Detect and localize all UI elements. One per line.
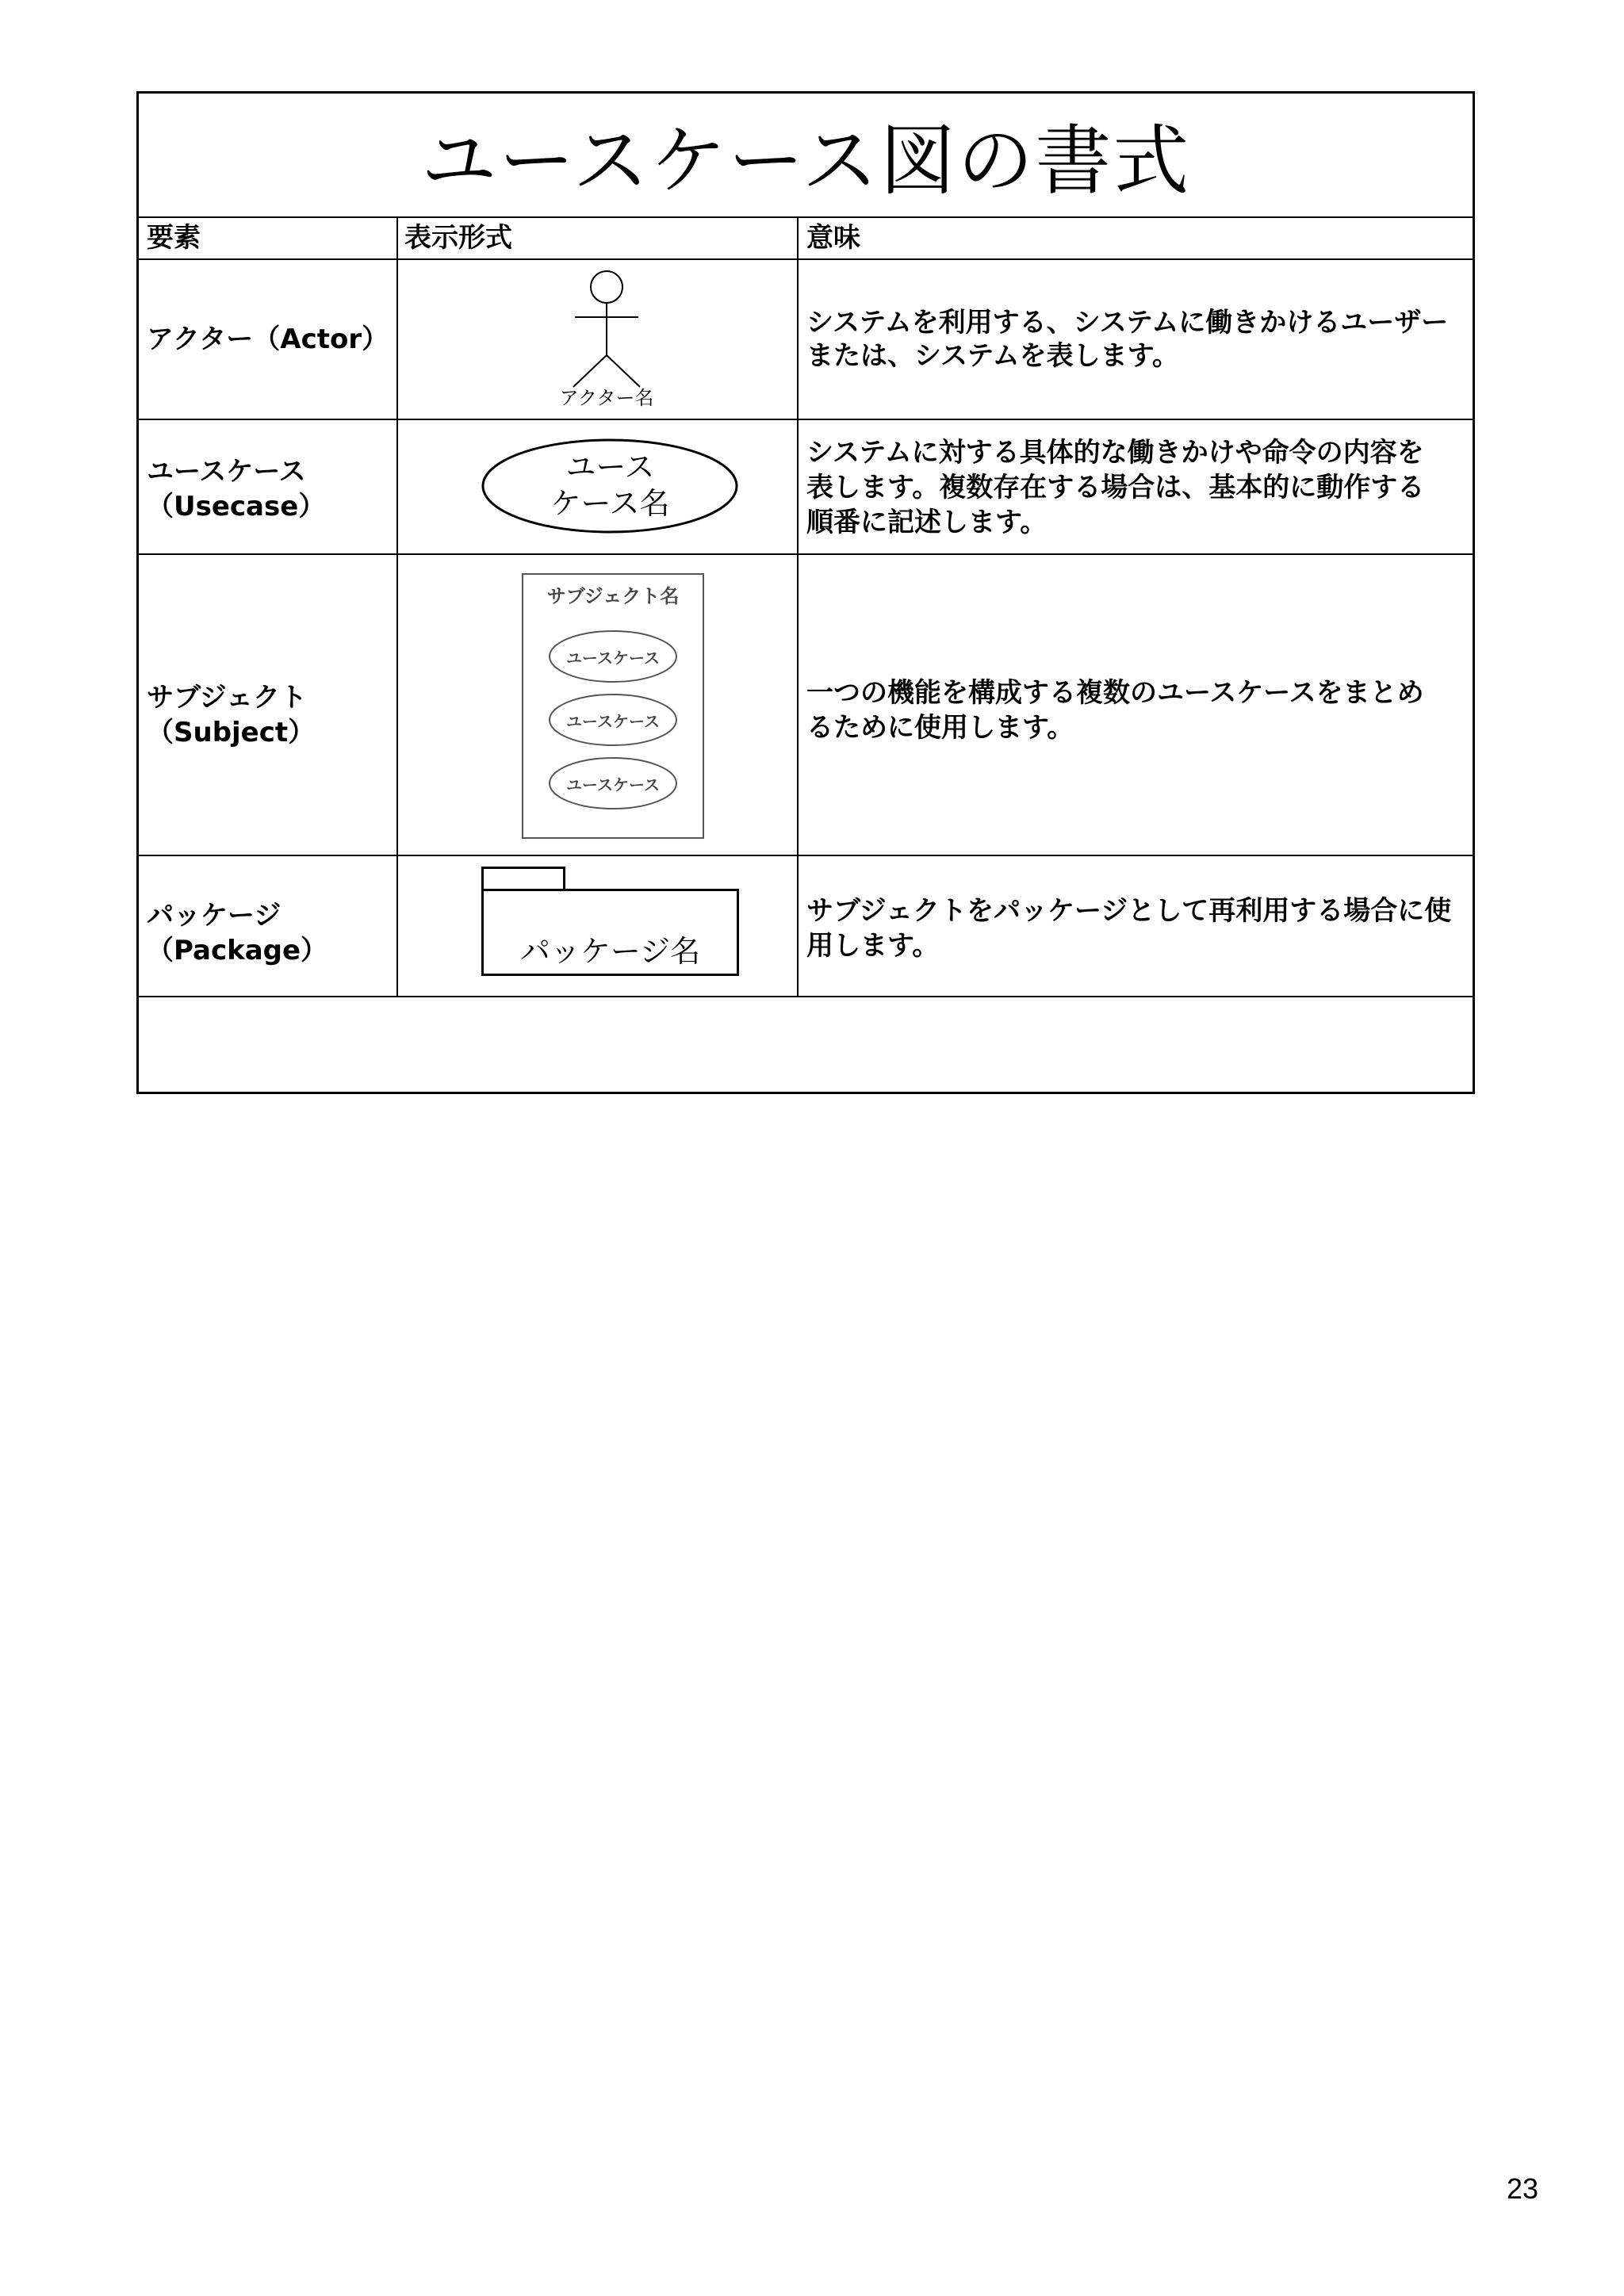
- row-usecase-name-2: （Usecase）: [147, 491, 326, 522]
- header-meaning: 意味: [806, 222, 860, 254]
- usecase-label-1: ユース: [565, 450, 655, 484]
- subject-label: サブジェクト名: [546, 585, 680, 607]
- subject-usecase-3: ユースケース: [566, 775, 660, 794]
- row-actor-meaning-2: または、システムを表します。: [806, 340, 1179, 372]
- divider: [139, 855, 1473, 856]
- subject-usecase-1: ユースケース: [566, 649, 660, 668]
- row-actor-name: アクター（Actor）: [147, 323, 389, 355]
- column-divider: [797, 216, 799, 996]
- row-package-name-1: パッケージ: [147, 900, 282, 932]
- usecase-label-2: ケース名: [550, 486, 670, 521]
- row-package-name-2: （Package）: [147, 935, 328, 966]
- divider: [139, 996, 1473, 997]
- divider: [139, 216, 1473, 218]
- page-number: 23: [1507, 2172, 1539, 2205]
- divider: [139, 553, 1473, 555]
- row-usecase-meaning-1: システムに対する具体的な働きかけや命令の内容を: [806, 437, 1424, 469]
- row-actor-meaning-1: システムを利用する、システムに働きかけるユーザー: [806, 307, 1449, 339]
- row-package-meaning-1: サブジェクトをパッケージとして再利用する場合に使: [806, 895, 1452, 927]
- row-subject-name-2: （Subject）: [147, 717, 316, 748]
- divider: [139, 419, 1473, 420]
- subject-usecase-2: ユースケース: [566, 712, 660, 731]
- package-label: パッケージ名: [519, 934, 701, 969]
- row-package-meaning-2: 用します。: [806, 930, 940, 962]
- row-usecase-meaning-2: 表します。複数存在する場合は、基本的に動作する: [806, 472, 1425, 503]
- divider: [139, 258, 1473, 260]
- column-divider: [396, 216, 398, 996]
- actor-label: アクター名: [559, 387, 654, 409]
- page-title: ユースケース図の書式: [420, 117, 1191, 205]
- format-table: [136, 91, 1475, 1094]
- row-subject-meaning-2: るために使用します。: [806, 712, 1074, 744]
- row-subject-meaning-1: 一つの機能を構成する複数のユースケースをまとめ: [806, 677, 1424, 709]
- row-subject-name-1: サブジェクト: [147, 682, 307, 714]
- row-usecase-name-1: ユースケース: [147, 456, 306, 488]
- header-element: 要素: [147, 222, 201, 254]
- header-notation: 表示形式: [404, 222, 512, 254]
- row-usecase-meaning-3: 順番に記述します。: [806, 507, 1048, 538]
